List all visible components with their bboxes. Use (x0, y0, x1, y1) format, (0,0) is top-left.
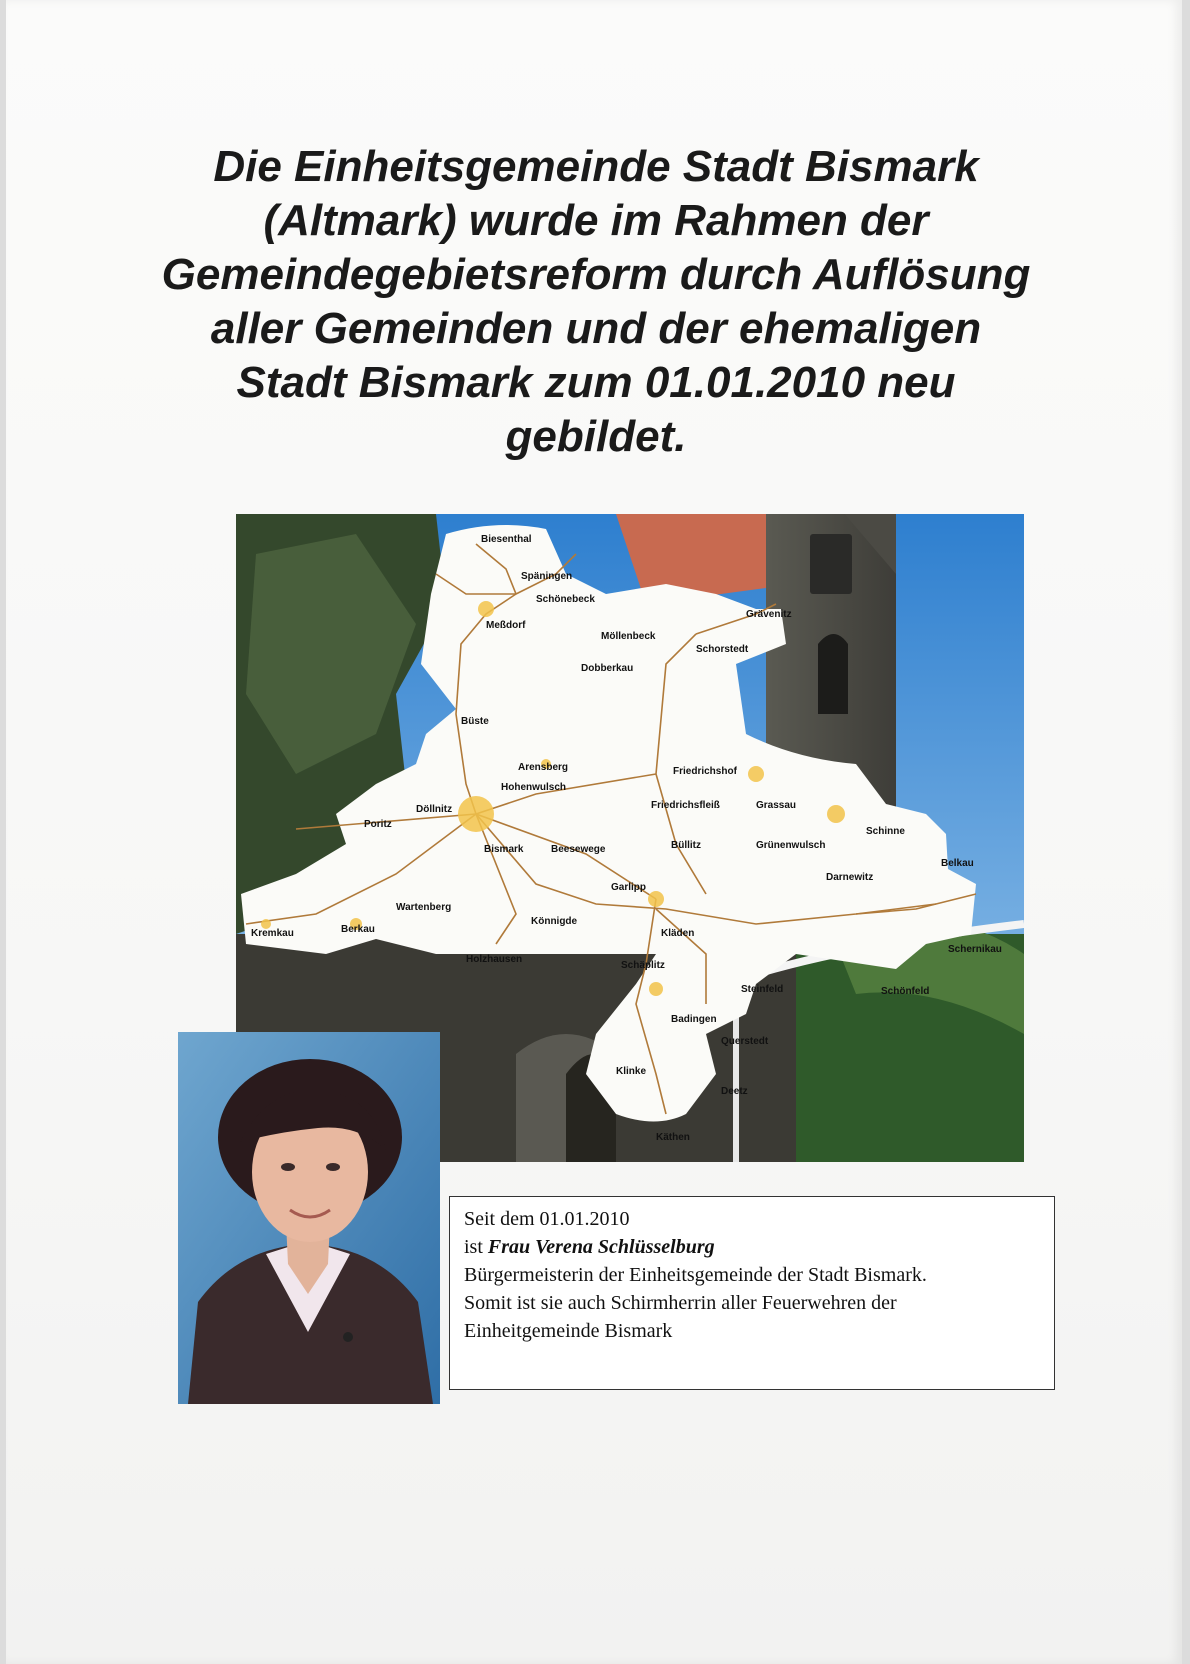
caption-line-name: ist Frau Verena Schlüsselburg (464, 1236, 715, 1258)
place-label: Möllenbeck (601, 631, 656, 642)
caption-line-role: Bürgermeisterin der Einheitsgemeinde der Stadt Bismark. (464, 1264, 927, 1286)
place-label: Berkau (341, 924, 375, 935)
mayor-portrait (178, 1032, 440, 1404)
place-label: Meßdorf (486, 620, 526, 631)
place-label: Poritz (364, 819, 392, 830)
document-page (6, 0, 1182, 1664)
caption-line-municipality: Einheitgemeinde Bismark (464, 1320, 673, 1342)
place-label: Friedrichshof (673, 766, 737, 777)
place-label: Darnewitz (826, 872, 874, 883)
place-label: Klinke (616, 1066, 647, 1077)
place-label: Grünenwulsch (756, 840, 826, 851)
caption-line-date: Seit dem 01.01.2010 (464, 1208, 630, 1230)
place-label: Schönebeck (536, 594, 595, 605)
place-label: Arensberg (518, 762, 569, 773)
place-label: Schönfeld (881, 986, 930, 997)
place-label: Biesenthal (481, 534, 532, 545)
place-label: Badingen (671, 1014, 717, 1025)
place-label: Döllnitz (416, 804, 453, 815)
place-label: Büste (461, 716, 489, 727)
place-label: Kläden (661, 928, 695, 939)
caption-line-patron: Somit ist sie auch Schirmherrin aller Feuerwehren der (464, 1292, 897, 1314)
place-label: Deetz (721, 1086, 748, 1097)
place-label: Hohenwulsch (501, 782, 567, 793)
caption-box (449, 1196, 1055, 1390)
place-label: Grassau (756, 800, 797, 811)
place-label: Kremkau (251, 928, 294, 939)
mayor-name: Frau Verena Schlüsselburg (487, 1236, 715, 1258)
place-label: Steinfeld (741, 984, 784, 995)
place-label: Könnigde (531, 916, 578, 927)
place-label: Schäplitz (621, 960, 665, 971)
place-label: Dobberkau (581, 663, 634, 674)
place-label: Wartenberg (396, 902, 452, 913)
place-label: Garlipp (611, 882, 647, 893)
place-label: Belkau (941, 858, 974, 869)
tower-clock (810, 534, 852, 594)
place-label: Schernikau (948, 944, 1002, 955)
place-label: Holzhausen (466, 954, 523, 965)
place-label: Käthen (656, 1132, 690, 1143)
place-label: Schorstedt (696, 644, 749, 655)
headline: Die Einheitsgemeinde Stadt Bismark (Altmark) wurde im Rahmen der Gemeindegebietsreform durch Auflösung aller Gemeinden und der ehemaligen Stadt Bismark zum 01.01.2010 neu gebildet. (161, 142, 1031, 461)
place-label: Querstedt (721, 1036, 769, 1047)
place-label: Friedrichsfleiß (651, 800, 720, 811)
place-label: Bismark (484, 844, 524, 855)
place-label: Beesewege (551, 844, 606, 855)
place-label: Späningen (521, 571, 573, 582)
place-label: Grävenitz (746, 609, 792, 620)
place-label: Büllitz (671, 840, 701, 851)
tower-window (818, 634, 848, 714)
jacket-button (343, 1332, 353, 1342)
place-label: Schinne (866, 826, 905, 837)
